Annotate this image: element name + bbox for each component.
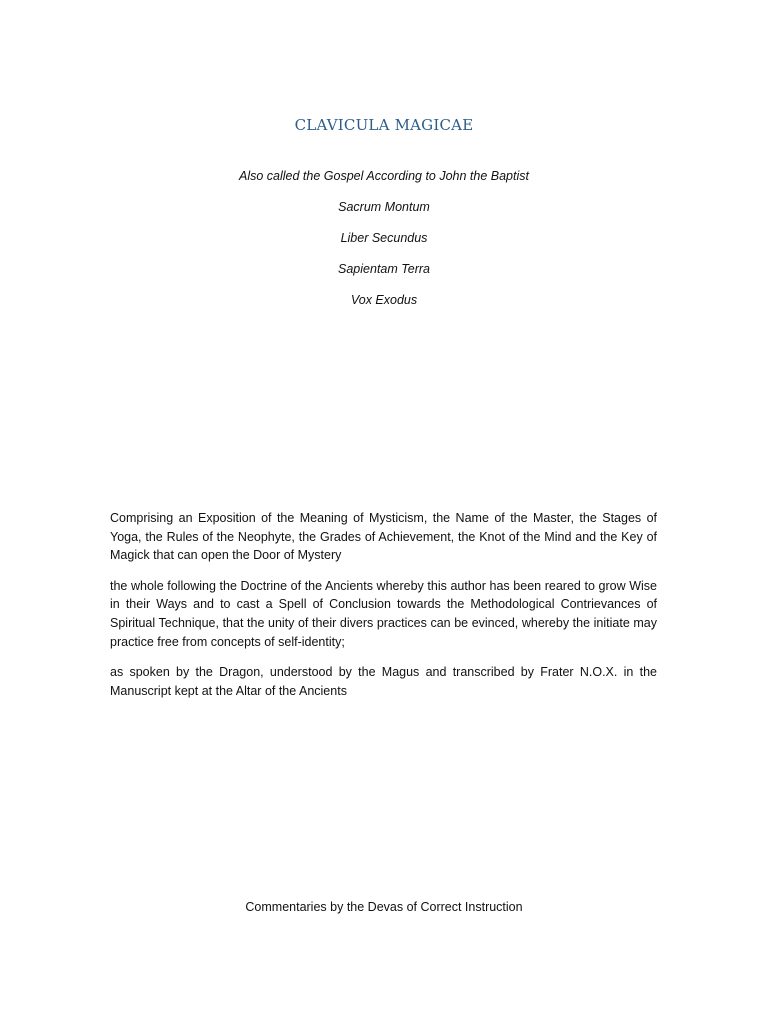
subtitle-liber-secundus: Liber Secundus: [340, 231, 428, 245]
subtitle-sacrum-montum: Sacrum Montum: [338, 200, 430, 214]
paragraph-transcription: as spoken by the Dragon, understood by the Magus and transcribed by Frater N.O.X. in the Manuscript kept at the Altar of the Ancients: [110, 665, 657, 698]
document-title: CLAVICULA MAGICAE: [294, 116, 474, 134]
paragraph-doctrine: the whole following the Doctrine of the Ancients whereby this author has been reared to grow Wise in their Ways and to cast a Spell of Conclusion towards the Methodological Contrievances of Spiritual Technique, that the unity of their divers practices can be evinced, whereby the initiate may practice free from concepts of self-identity;: [110, 578, 657, 649]
body-text: [110, 509, 657, 712]
subtitle-block: [0, 168, 768, 323]
subtitle-sapientam-terra: Sapientam Terra: [338, 262, 430, 276]
subtitle-vox-exodus: Vox Exodus: [350, 293, 418, 307]
paragraph-exposition: Comprising an Exposition of the Meaning of Mysticism, the Name of the Master, the Stages of Yoga, the Rules of the Neophyte, the Grades of Achievement, the Knot of the Mind and the Key of Magick that can open the Door of Mystery: [110, 511, 657, 563]
subtitle-alt-name: Also called the Gospel According to John the Baptist: [239, 169, 529, 183]
footer-commentaries: Commentaries by the Devas of Correct Instruction: [245, 900, 523, 914]
